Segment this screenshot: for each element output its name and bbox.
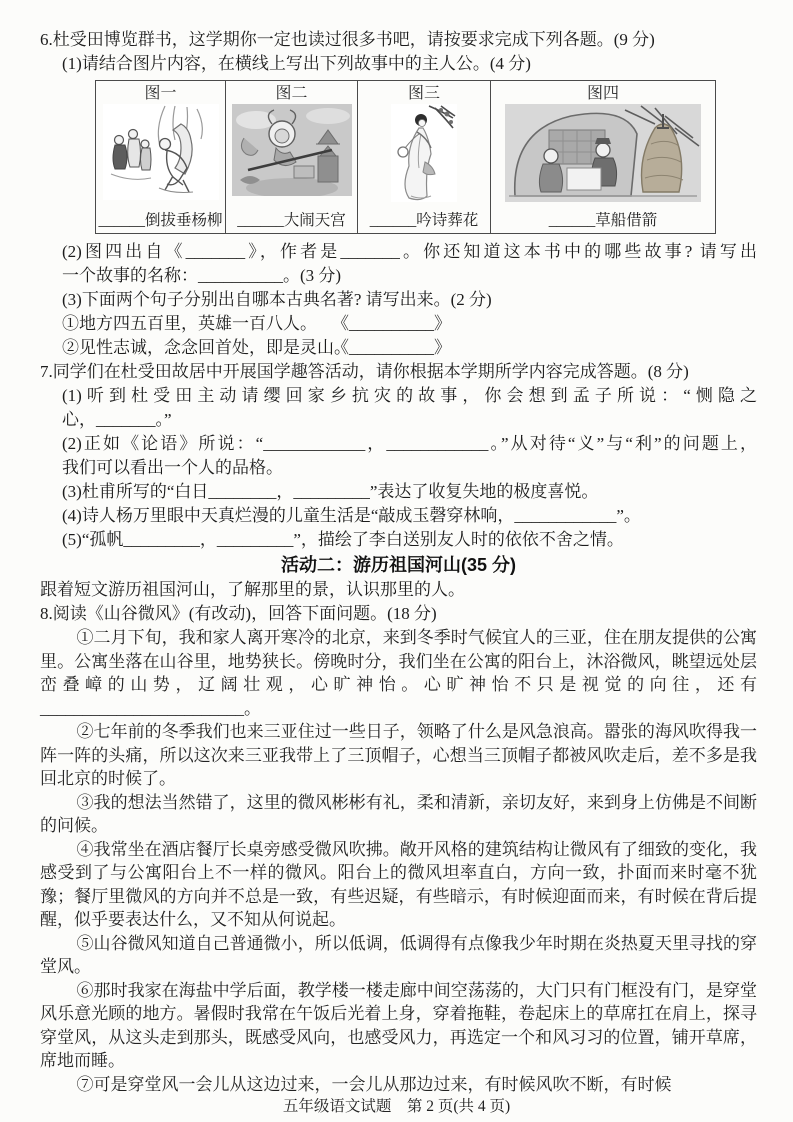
story-pictures-table (95, 80, 716, 234)
activity2-intro: 跟着短文游历祖国河山，了解那里的景，认识那里的人。 (40, 580, 465, 599)
straw-boat-arrows-illustration (494, 104, 712, 202)
passage-paragraph-3: ③我的想法当然错了，这里的微风彬彬有礼，柔和清新，亲切友好，来到身上仿佛是不间断的问候。 (40, 792, 757, 835)
activity2-heading: 活动二：游历祖国河山(35 分) (280, 555, 516, 575)
passage-paragraph-4: ④我常坐在酒店餐厅长桌旁感受微风吹拂。敞开风格的建筑结构让微风有了细致的变化，我感受到了与公寓阳台上不一样的微风。阳台上的微风坦率直白，方向一致，扑面而来时毫不犹豫；餐厅里微风的方向并不总是一致，有些迟疑，有些暗示，有时候迎面而来，有时候在背后提醒，似乎要表达什么，又不知从何说起。 (40, 839, 757, 929)
story-cell-3 (358, 81, 491, 234)
passage-paragraph-1: ①二月下旬，我和家人离开寒冷的北京，来到冬季时气候宜人的三亚，住在朋友提供的公寓里。公寓坐落在山谷里，地势狭长。傍晚时分，我们坐在公寓的阳台上，沐浴微风，眺望远处层峦叠嶂的山势，辽阔壮观，心旷神怡。心旷神怡不只是视觉的向往，还有________________________。 (40, 628, 757, 718)
question6-sub3: (3)下面两个句子分别出自哪本古典名著? 请写出来。(2 分) (62, 290, 492, 309)
classic-quote-2: ②见性志诚，念念回首处，即是灵山。 (62, 338, 351, 357)
pulling-up-willow-illustration (99, 104, 222, 202)
story-3-caption: ______吟诗葬花 (369, 212, 479, 229)
question7-sub5: (5)“孤帆_________，_________”，描绘了李白送别友人时的依依不舍之情。 (62, 530, 624, 549)
question7-sub1-line1: (1)听到杜受田主动请缨回家乡抗灾的故事，你会想到孟子所说：“恻隐之 (62, 386, 757, 405)
story-cell-2 (226, 81, 358, 234)
question7-sub4: (4)诗人杨万里眼中天真烂漫的儿童生活是“敲成玉磬穿林响，____________”。 (62, 506, 641, 525)
question6-sub3-item1 (62, 312, 757, 336)
burying-flowers-illustration (361, 104, 487, 202)
story-2-header: 图二 (275, 85, 308, 102)
passage-paragraph-2: ②七年前的冬季我们也来三亚住过一些日子，领略了什么是风急浪高。嚣张的海风吹得我一阵一阵的头痛，所以这次来三亚我带上了三顶帽子，心想当三顶帽子都被风吹走后，差不多是我回北京的时候了。 (40, 722, 757, 788)
question6-sub3-item2 (62, 336, 757, 360)
exam-content (40, 28, 757, 1096)
classic-quote-1: ①地方四五百里，英雄一百八人。 (62, 314, 317, 333)
question6-title: 6.杜受田博览群书，这学期你一定也读过很多书吧，请按要求完成下列各题。(9 分) (40, 30, 655, 49)
story-2-caption: ______大闹天宫 (237, 212, 346, 229)
story-4-caption: ______草船借箭 (548, 212, 658, 229)
story-3-header: 图三 (407, 85, 440, 102)
story-4-header: 图四 (586, 85, 619, 102)
question7-sub1-line2: 心，_______。” (62, 410, 172, 429)
classic-title-blank-1: 《__________》 (332, 314, 451, 333)
question7-title: 7.同学们在杜受田故居中开展国学趣答活动，请你根据本学期所学内容完成答题。(8 分) (40, 362, 689, 381)
question6-sub2-line2: 一个故事的名称：__________。(3 分) (62, 266, 342, 285)
story-1-header: 图一 (144, 85, 177, 102)
question7-sub2-line1: (2)正如《论语》所说：“____________，____________。”从对待“义”与“利”的问题上， (62, 434, 758, 453)
question7-sub3: (3)杜甫所写的“白日________，_________”表达了收复失地的极度喜悦。 (62, 482, 599, 501)
passage-paragraph-7: ⑦可是穿堂风一会儿从这边过来，一会儿从那边过来，有时候风吹不断，有时候 (76, 1074, 672, 1094)
page-footer: 五年级语文试题 第 2 页(共 4 页) (282, 1098, 511, 1115)
question6-sub1: (1)请结合图片内容，在横线上写出下列故事中的主人公。(4 分) (62, 54, 531, 73)
question8-title: 8.阅读《山谷微风》(有改动)，回答下面问题。(18 分) (40, 604, 437, 623)
story-cell-4 (491, 81, 716, 234)
story-cell-1 (96, 81, 226, 234)
passage-paragraph-6: ⑥那时我家在海盐中学后面，教学楼一楼走廊中间空荡荡的，大门只有门框没有门，是穿堂风乐意光顾的地方。暑假时我常在午饭后光着上身，穿着拖鞋，卷起床上的草席扛在肩上，探寻穿堂风，从这头走到那头，既感受风向，也感受风力，再选定一个和风习习的位置，铺开草席，席地而睡。 (40, 980, 757, 1070)
story-1-caption: ______倒拔垂杨柳 (98, 212, 223, 229)
question6-sub2-line1: (2)图四出自《_______》，作者是_______。你还知道这本书中的哪些故事? 请写出 (62, 242, 757, 261)
havoc-in-heaven-illustration (229, 104, 354, 202)
question7-sub2-line2: 我们可以看出一个人的品格。 (62, 458, 283, 477)
classic-title-blank-2: 《__________》 (332, 338, 451, 357)
story-pictures-row (96, 81, 716, 234)
passage-paragraph-5: ⑤山谷微风知道自己普通微小，所以低调，低调得有点像我少年时期在炎热夏天里寻找的穿堂风。 (40, 933, 757, 976)
